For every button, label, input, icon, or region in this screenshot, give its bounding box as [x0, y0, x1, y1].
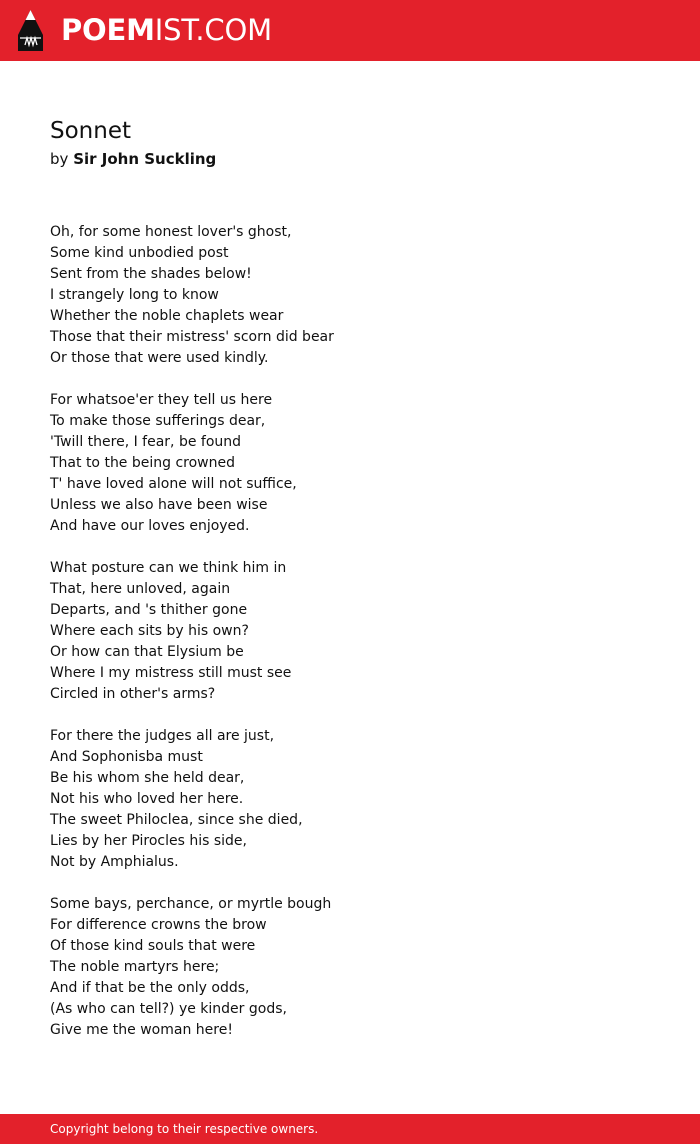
poem-line: And if that be the only odds,: [50, 980, 250, 996]
poem-line: That to the being crowned: [50, 455, 236, 471]
site-logo-link[interactable]: [18, 10, 272, 51]
poem-line: Be his whom she held dear,: [50, 770, 245, 786]
poem-line: For there the judges all are just,: [50, 728, 275, 744]
poem-line: Or those that were used kindly.: [50, 350, 269, 366]
poem-title: Sonnet: [50, 118, 131, 144]
site-logo-light: IST.COM: [154, 13, 272, 47]
poem-line: Unless we also have been wise: [50, 497, 268, 513]
poem-line: Of those kind souls that were: [50, 938, 256, 954]
poem-line: That, here unloved, again: [50, 581, 231, 597]
poem-line: Not by Amphialus.: [50, 854, 179, 870]
site-footer: [0, 1114, 700, 1144]
poem-line: Circled in other's arms?: [50, 686, 216, 702]
poem-line: And Sophonisba must: [50, 749, 203, 765]
poem-line: Whether the noble chaplets wear: [50, 308, 284, 324]
poem-line: (As who can tell?) ye kinder gods,: [50, 1001, 287, 1017]
poem-line: The sweet Philoclea, since she died,: [50, 812, 303, 828]
poem-line: Or how can that Elysium be: [50, 644, 244, 660]
stanza: [50, 558, 650, 705]
poem-line: Give me the woman here!: [50, 1022, 233, 1038]
poem-line: Not his who loved her here.: [50, 791, 244, 807]
poem-body: [50, 222, 650, 1041]
pencil-tip-icon: [18, 10, 43, 51]
stanza: [50, 726, 650, 873]
poem-line: Some bays, perchance, or myrtle bough: [50, 896, 332, 912]
poem-line: T' have loved alone will not suffice,: [50, 476, 297, 492]
poem-line: Where I my mistress still must see: [50, 665, 292, 681]
byline-prefix: by: [50, 150, 69, 168]
poem-line: For difference crowns the brow: [50, 917, 267, 933]
stanza: [50, 390, 650, 537]
poem-line: 'Twill there, I fear, be found: [50, 434, 242, 450]
stanza: [50, 222, 650, 369]
site-logo-strong: POEM: [61, 13, 155, 47]
poem-line: For whatsoe'er they tell us here: [50, 392, 273, 408]
poem-content: [50, 116, 650, 1062]
poem-line: I strangely long to know: [50, 287, 219, 303]
poem-line: To make those sufferings dear,: [50, 413, 266, 429]
stanza: [50, 894, 650, 1041]
site-logo-text: [61, 10, 272, 51]
poem-line: Oh, for some honest lover's ghost,: [50, 224, 292, 240]
poem-line: Those that their mistress' scorn did bear: [50, 329, 334, 345]
poem-line: What posture can we think him in: [50, 560, 287, 576]
site-header: [0, 0, 700, 61]
poem-author: Sir John Suckling: [73, 150, 217, 168]
poem-line: Where each sits by his own?: [50, 623, 249, 639]
poem-line: Some kind unbodied post: [50, 245, 229, 261]
poem-line: Sent from the shades below!: [50, 266, 252, 282]
poem-byline: [50, 149, 650, 170]
poem-line: Lies by her Pirocles his side,: [50, 833, 247, 849]
copyright-text: Copyright belong to their respective owners.: [50, 1122, 319, 1136]
poem-line: Departs, and 's thither gone: [50, 602, 248, 618]
poem-line: The noble martyrs here;: [50, 959, 220, 975]
poem-line: And have our loves enjoyed.: [50, 518, 250, 534]
